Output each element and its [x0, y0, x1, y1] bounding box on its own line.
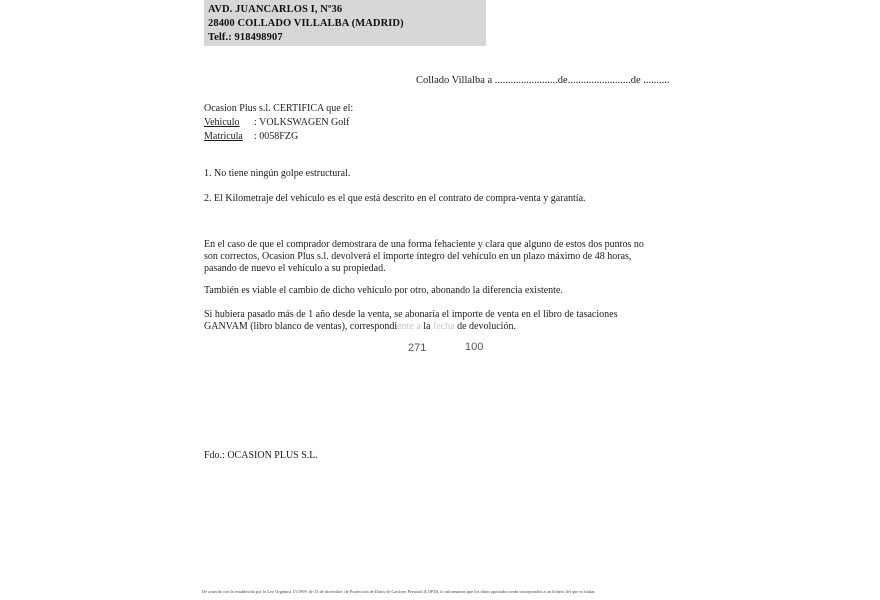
place-date-line: Collado Villalba a ........................de........................de ..........: [416, 75, 670, 86]
signature-line: Fdo.: OCASION PLUS S.L.: [204, 450, 318, 461]
plate-row: [204, 131, 298, 142]
paragraph-3-faint-b: fecha: [432, 321, 455, 332]
address-line-2: 28400 COLLADO VILLALBA (MADRID): [208, 18, 404, 29]
certification-intro: Ocasion Plus s.l. CERTIFICA que el:: [204, 103, 354, 114]
company-address-block: [204, 0, 486, 46]
point-2: 2. El Kilometraje del vehículo es el que está descrito en el contrato de compra-venta y garantía.: [204, 193, 586, 204]
plate-value: : 0058FZG: [254, 131, 299, 142]
paragraph-3-text-a: GANVAM (libro blanco de ventas), correspondi: [204, 321, 398, 332]
address-line-1: AVD. JUANCARLOS I, Nº36: [208, 4, 343, 15]
paragraph-1-line-2: son correctos, Ocasion Plus s.l. devolverá el importe íntegro del vehículo en un plazo máximo de 48 horas,: [204, 251, 632, 262]
paragraph-1-line-1: En el caso de que el comprador demostrara de una forma fehaciente y clara que alguno de estos dos puntos no: [204, 239, 644, 250]
data-protection-footnote: De acuerdo con lo establecido por la Ley Orgánica 15/1999, de 13 de diciembre, de Protección de Datos de Carácter Personal (LOPD), le informamos que los datos aportados serán incorporados a un fichero del que es titular.: [202, 589, 596, 594]
vehicle-value: : VOLKSWAGEN Golf: [254, 117, 350, 128]
vehicle-label: Vehiculo: [204, 117, 240, 128]
plate-label: Matricula: [204, 131, 243, 142]
overlay-number-right: 100: [465, 341, 484, 353]
paragraph-3-line-2: [204, 321, 516, 332]
vehicle-row: [204, 117, 349, 128]
paragraph-2: También es viable el cambio de dicho vehículo por otro, abonando la diferencia existente.: [204, 285, 563, 296]
paragraph-3-text-mid: la: [420, 321, 433, 332]
paragraph-1-line-3: pasando de nuevo el vehículo a su propiedad.: [204, 263, 386, 274]
paragraph-3-faint-a: ente a: [397, 321, 421, 332]
overlay-number-left: 271: [408, 342, 427, 354]
point-1: 1. No tiene ningún golpe estructural.: [204, 168, 351, 179]
phone-line: Telf.: 918498907: [208, 32, 283, 43]
paragraph-3-line-1: Si hubiera pasado más de 1 año desde la venta, se abonaría el importe de venta en el libro de tasaciones: [204, 309, 618, 320]
paragraph-3-text-b: de devolución.: [454, 321, 516, 332]
